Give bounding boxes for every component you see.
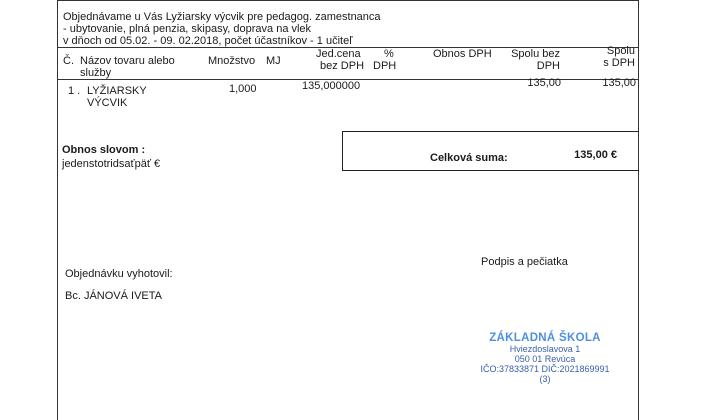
stamp-number: (3) xyxy=(539,374,551,384)
stamp-city: 050 01 Revúca xyxy=(514,354,576,364)
col-header-total-ex-2: DPH xyxy=(536,60,560,72)
col-header-name-1: Názov tovaru alebo xyxy=(80,55,175,67)
frame-left-border xyxy=(57,0,58,420)
amount-words-label: Obnos slovom : xyxy=(62,144,146,156)
col-header-pct-2: DPH xyxy=(373,60,397,72)
total-label: Celková suma: xyxy=(430,152,508,164)
col-header-unit-price-1: Jed.cena xyxy=(316,48,361,60)
col-header-total-inc-2: s DPH xyxy=(603,57,635,69)
col-header-total-inc-1: Spolu xyxy=(606,45,635,57)
col-header-name-2: služby xyxy=(80,67,112,79)
row-total-ex: 135,00 xyxy=(527,77,561,89)
frame-right-border xyxy=(638,0,639,420)
col-header-total-ex-1: Spolu bez xyxy=(511,48,560,60)
row-qty: 1,000 xyxy=(229,83,257,95)
frame-top-border xyxy=(57,0,639,1)
row-number: 1 . xyxy=(68,85,81,97)
col-header-unit-price-2: bez DPH xyxy=(320,60,365,72)
intro-line-2: - ubytovanie, plná penzia, skipasy, doprava na vlek xyxy=(63,23,312,35)
row-total-inc: 135,00 xyxy=(602,77,636,89)
school-stamp xyxy=(470,332,620,384)
col-header-vat: Obnos DPH xyxy=(433,48,492,60)
stamp-title: ZÁKLADNÁ ŠKOLA xyxy=(489,332,601,344)
issued-by-label: Objednávku vyhotovil: xyxy=(65,268,173,280)
row-name-2: VÝCVIK xyxy=(87,97,128,109)
col-header-unit: MJ xyxy=(266,55,281,67)
stamp-ids: IČO:37833871 DIČ:2021869991 xyxy=(480,364,610,374)
col-header-pct-1: % xyxy=(384,48,394,60)
stamp-street: Hviezdoslavova 1 xyxy=(509,344,581,354)
issued-by-name: Bc. JÁNOVÁ IVETA xyxy=(65,290,162,302)
col-header-qty: Množstvo xyxy=(208,55,256,67)
row-unit-price: 135,000000 xyxy=(302,80,361,92)
row-name-1: LYŽIARSKY xyxy=(87,85,147,97)
amount-words-value: jedenstotridsaťpäť € xyxy=(62,158,161,170)
total-value: 135,00 € xyxy=(574,149,617,161)
col-header-number: Č. xyxy=(63,55,74,67)
signature-label: Podpis a pečiatka xyxy=(481,256,568,268)
intro-line-1: Objednávame u Vás Lyžiarsky výcvik pre pedagog. zamestnanca xyxy=(63,11,381,23)
intro-line-3: v dňoch od 05.02. - 09. 02.2018, počet účastníkov - 1 učiteľ xyxy=(63,35,353,47)
